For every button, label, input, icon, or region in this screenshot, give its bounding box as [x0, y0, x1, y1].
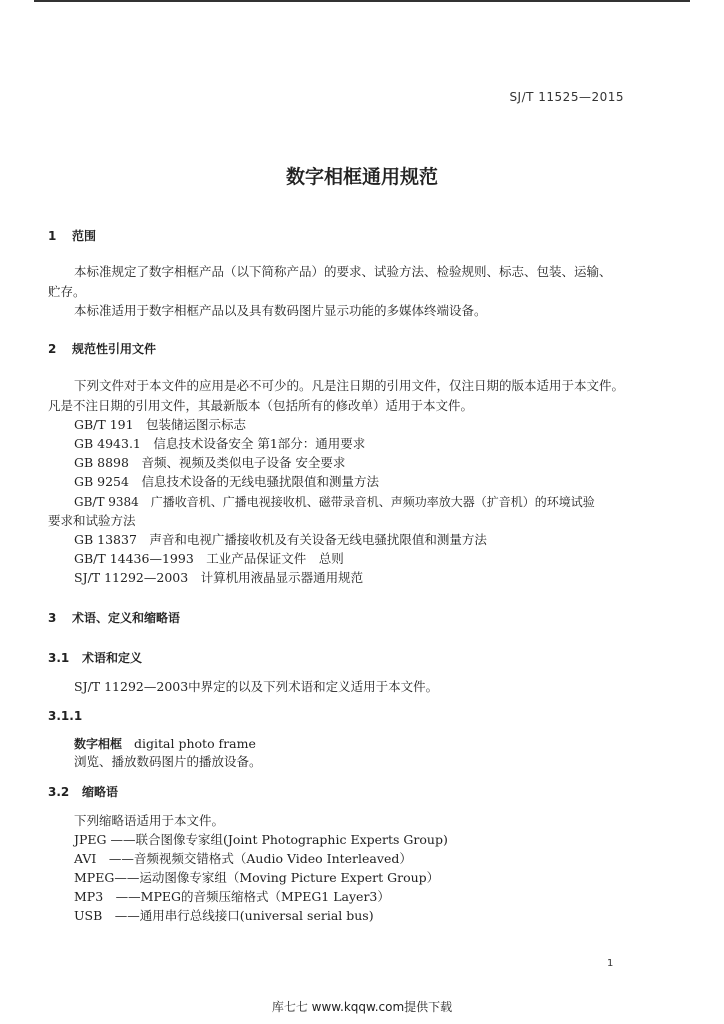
section-title: 术语和定义 [82, 651, 143, 665]
section-number: 1 [48, 229, 57, 243]
term-definition: 浏览、播放数码图片的播放设备。 [74, 754, 262, 769]
reference-item: GB 8898 音频、视频及类似电子设备 安全要求 [74, 455, 346, 470]
section-number: 3.1 [48, 651, 70, 665]
term-chinese: 数字相框 [74, 737, 123, 751]
section-3-2-heading [48, 784, 118, 800]
document-id: SJ/T 11525—2015 [509, 90, 624, 104]
reference-item: GB/T 191 包装储运图示标志 [74, 417, 247, 432]
term-entry [74, 736, 256, 752]
section-number: 3 [48, 611, 57, 625]
s2-intro-line: 下列文件对于本文件的应用是必不可少的。凡是注日期的引用文件，仅注日期的版本适用于本文件。 [74, 378, 625, 393]
s2-intro-line: 凡是不注日期的引用文件，其最新版本（包括所有的修改单）适用于本文件。 [48, 398, 474, 413]
section-2-heading [48, 341, 156, 357]
s32-intro: 下列缩略语适用于本文件。 [74, 813, 225, 828]
page-title: 数字相框通用规范 [285, 166, 438, 188]
section-3-1-heading [48, 650, 142, 666]
page-number: 1 [607, 958, 614, 969]
s1-paragraph-line: 本标准规定了数字相框产品（以下简称产品）的要求、试验方法、检验规则、标志、包装、运输、 [74, 264, 612, 279]
s31-text: SJ/T 11292—2003中界定的以及下列术语和定义适用于本文件。 [74, 679, 439, 694]
section-title: 缩略语 [82, 785, 119, 799]
s1-paragraph-line: 贮存。 [48, 284, 86, 299]
abbreviation-item: AVI ——音频视频交错格式（Audio Video Interleaved） [74, 851, 412, 866]
section-title: 术语、定义和缩略语 [72, 611, 181, 625]
abbreviation-item: USB ——通用串行总线接口(universal serial bus) [74, 908, 374, 923]
s1-paragraph-line: 本标准适用于数字相框产品以及具有数码图片显示功能的多媒体终端设备。 [74, 303, 487, 318]
reference-item: SJ/T 11292—2003 计算机用液晶显示器通用规范 [74, 570, 364, 585]
reference-item: GB/T 14436—1993 工业产品保证文件 总则 [74, 551, 344, 566]
download-footer: 库七七 www.kqqw.com提供下载 [271, 1000, 453, 1014]
section-number: 2 [48, 342, 57, 356]
abbreviation-item: MPEG——运动图像专家组（Moving Picture Expert Group） [74, 870, 440, 885]
reference-item: GB 4943.1 信息技术设备安全 第1部分：通用要求 [74, 436, 366, 451]
section-1-heading [48, 228, 96, 244]
section-title: 规范性引用文件 [72, 342, 157, 356]
reference-item-continued: 要求和试验方法 [48, 513, 136, 528]
section-number: 3.2 [48, 785, 70, 799]
section-3-heading [48, 610, 180, 626]
term-english: digital photo frame [134, 736, 256, 751]
reference-item: GB/T 9384 广播收音机、广播电视接收机、磁带录音机、声频功率放大器（扩音机）的环境试验 [74, 495, 595, 509]
abbreviation-item: MP3 ——MPEG的音频压缩格式（MPEG1 Layer3） [74, 889, 390, 904]
abbreviation-item: JPEG ——联合图像专家组(Joint Photographic Experts Group) [74, 832, 448, 847]
top-rule [34, 0, 690, 2]
reference-item: GB 9254 信息技术设备的无线电骚扰限值和测量方法 [74, 474, 379, 489]
section-title: 范围 [72, 229, 97, 243]
section-3-1-1-number: 3.1.1 [48, 709, 83, 723]
reference-item: GB 13837 声音和电视广播接收机及有关设备无线电骚扰限值和测量方法 [74, 532, 487, 547]
